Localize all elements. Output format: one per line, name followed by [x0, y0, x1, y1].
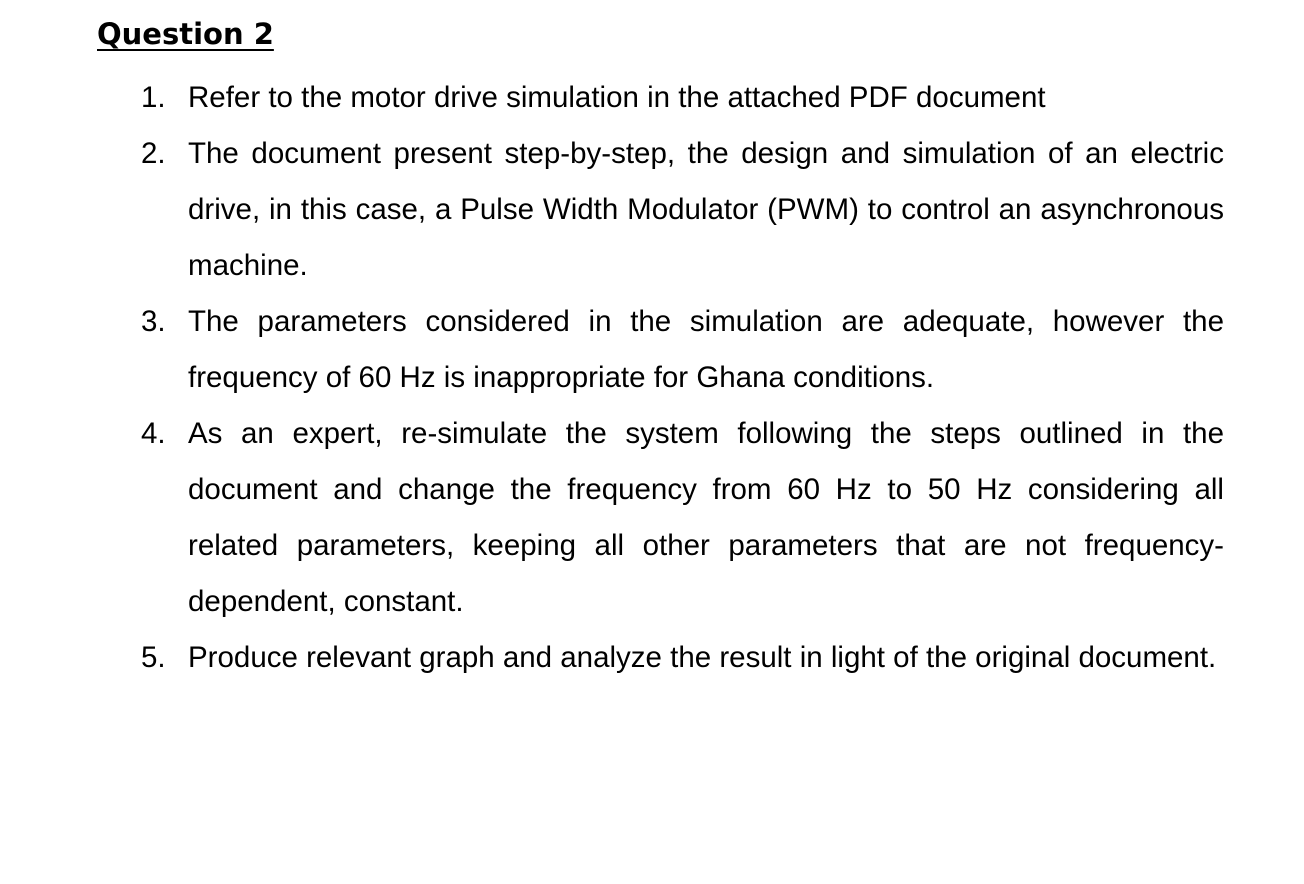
list-item-text: Refer to the motor drive simulation in the attached PDF document [188, 81, 1046, 114]
list-item-number: 3. [141, 305, 166, 338]
list-item-number: 4. [141, 417, 166, 450]
list-item [0, 294, 1304, 406]
list-item [0, 406, 1304, 630]
list-item [0, 70, 1304, 126]
list-item-number: 2. [141, 137, 166, 170]
question-heading: Question 2 [97, 17, 274, 51]
list-item-text: As an expert, re-simulate the system following the steps outlined in the document and change the frequency from 60 Hz to 50 Hz considering all related parameters, keeping all other parameters that are not frequency-dependent, constant. [188, 417, 1224, 618]
list-item-text: The document present step-by-step, the design and simulation of an electric drive, in this case, a Pulse Width Modulator (PWM) to control an asynchronous machine. [188, 137, 1224, 282]
question-list [0, 70, 1304, 686]
list-item [0, 630, 1304, 686]
list-item-number: 5. [141, 641, 166, 674]
list-item [0, 126, 1304, 294]
list-item-text: Produce relevant graph and analyze the result in light of the original document. [188, 641, 1217, 674]
list-item-text: The parameters considered in the simulation are adequate, however the frequency of 60 Hz is inappropriate for Ghana conditions. [188, 305, 1224, 394]
list-item-number: 1. [141, 81, 166, 114]
